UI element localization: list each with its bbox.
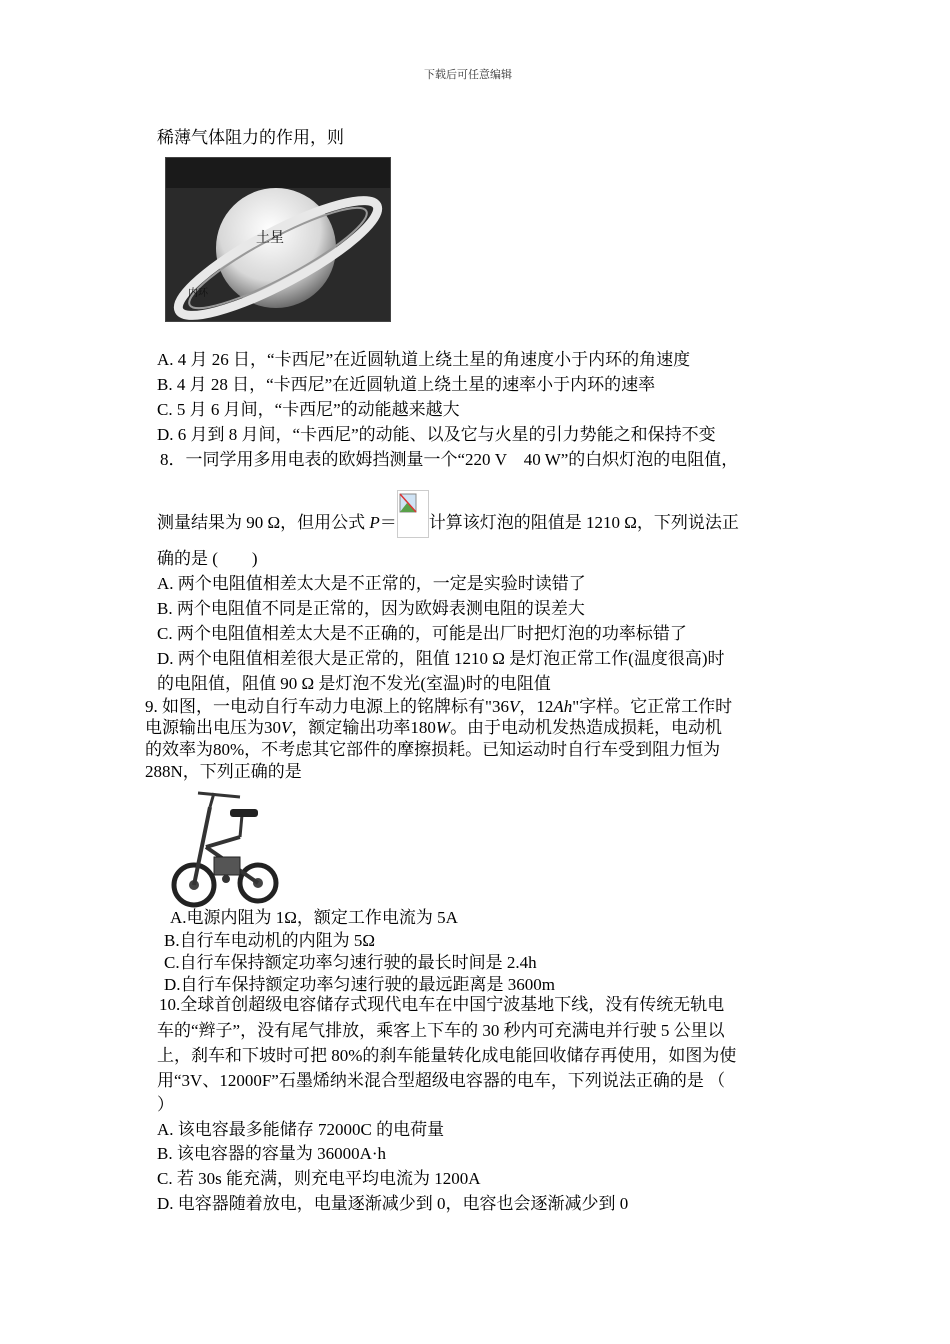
q9-stem-line4: 288N，下列正确的是 [145,762,302,781]
page-header: 下载后可任意编辑 [424,69,512,81]
q10-stem-line1: 10.全球首创超级电容储存式现代电车在中国宁波基地下线，没有传统无轨电 [159,995,725,1014]
q8-option-d-continued: 的电阻值，阻值 90 Ω 是灯泡不发光(室温)时的电阻值 [157,674,551,693]
saturn-image [166,158,390,321]
formula-image-placeholder [397,490,429,538]
q7-option-b: B. 4 月 28 日，“卡西尼”在近圆轨道上绕土星的速率小于内环的速率 [157,375,656,394]
q9-l1-part1: 9. 如图，一电动自行车动力电源上的铭牌标有"36 [145,697,509,716]
electric-bicycle-image [170,787,280,911]
q8-option-a: A. 两个电阻值相差太大是不正常的，一定是实验时读错了 [157,574,586,593]
q9-option-d: D.自行车保持额定功率匀速行驶的最远距离是 3600m [164,975,555,994]
q9-l1-part2: ，12 [519,697,554,716]
q9-l2-unit-w: W [435,718,451,737]
q10-option-c: C. 若 30s 能充满，则充电平均电流为 1200A [157,1169,481,1188]
q9-l2-part2: ，额定输出功率180 [291,718,436,737]
formula-equals: ＝ [379,513,397,532]
q8-stem-line1: 8．一同学用多用电表的欧姆挡测量一个“220 V 40 W”的白炽灯泡的电阻值， [160,450,739,469]
q8-option-c: C. 两个电阻值相差太大是不正确的，可能是出厂时把灯泡的功率标错了 [157,624,687,643]
q7-stem-tail: 稀薄气体阻力的作用，则 [157,128,344,147]
q10-stem-line4: 用“3V、12000F”石墨烯纳米混合型超级电容器的电车，下列说法正确的是 （ [157,1071,726,1090]
q9-l2-part3: 。由于电动机发热造成损耗，电动机 [450,718,723,737]
q9-option-b: B.自行车电动机的内阻为 5Ω [164,931,375,950]
q8-option-b: B. 两个电阻值不同是正常的，因为欧姆表测电阻的误差大 [157,599,585,618]
q8-stem-line2 [157,490,739,538]
q9-l1-unit-ah: Ah [553,697,573,716]
bicycle-figure [170,787,280,911]
formula-variable: P [369,513,380,532]
q10-option-d: D. 电容器随着放电，电量逐渐减少到 0，电容也会逐渐减少到 0 [157,1194,629,1213]
q9-stem-line1 [145,697,732,716]
q9-option-c: C.自行车保持额定功率匀速行驶的最长时间是 2.4h [164,953,537,972]
ring-label: 内环 [188,288,208,299]
q10-stem-line5: ） [157,1095,174,1114]
q9-option-a: A.电源内阻为 1Ω，额定工作电流为 5A [170,908,458,927]
q9-l1-part3: "字样。它正常工作时 [572,697,733,716]
q9-stem-line3: 的效率为80%，不考虑其它部件的摩擦损耗。已知运动时自行车受到阻力恒为 [145,740,721,759]
q9-l1-unit-v: V [508,697,520,716]
planet-label: 土星 [256,230,284,246]
q7-option-d: D. 6 月到 8 月间，“卡西尼”的动能、以及它与火星的引力势能之和保持不变 [157,425,716,444]
q10-option-b: B. 该电容器的容量为 36000A·h [157,1144,387,1163]
q7-option-a: A. 4 月 26 日，“卡西尼”在近圆轨道上绕土星的角速度小于内环的角速度 [157,350,691,369]
q10-stem-line2: 车的“辫子”，没有尾气排放，乘客上下车的 30 秒内可充满电并行驶 5 公里以 [157,1021,725,1040]
q7-option-c: C. 5 月 6 月间，“卡西尼”的动能越来越大 [157,400,460,419]
q8-option-d: D. 两个电阻值相差很大是正常的，阻值 1210 Ω 是灯泡正常工作(温度很高)时 [157,649,725,668]
q9-l2-part1: 电源输出电压为30 [145,718,281,737]
q8-stem-line2-end: 计算该灯泡的阻值是 1210 Ω，下列说法正 [428,513,739,532]
broken-image-icon [398,491,428,537]
q8-stem-line2-start: 测量结果为 90 Ω，但用公式 [157,513,370,532]
q10-option-a: A. 该电容最多能储存 72000C 的电荷量 [157,1120,445,1139]
q10-stem-line3: 上，刹车和下坡时可把 80%的刹车能量转化成电能回收储存再使用，如图为使 [157,1046,737,1065]
q9-stem-line2 [145,718,722,737]
q9-l2-unit-v: V [281,718,292,737]
q8-stem-line3: 确的是 ( ) [157,549,258,568]
saturn-figure [165,157,391,322]
